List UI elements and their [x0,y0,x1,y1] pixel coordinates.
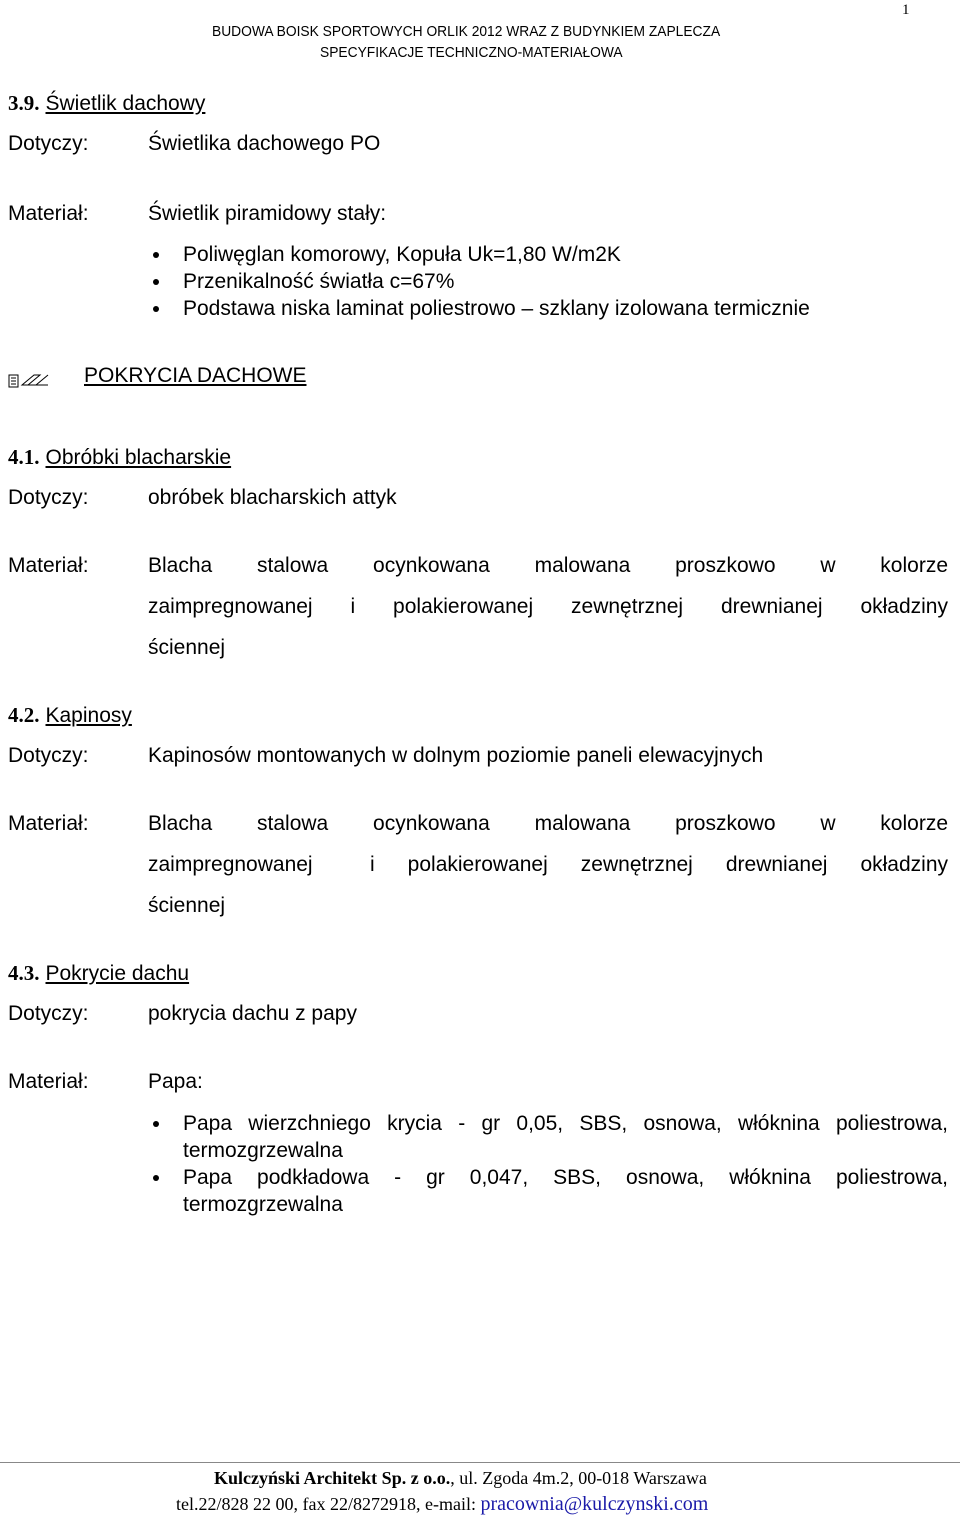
dotyczy-value: obróbek blacharskich attyk [148,486,397,509]
dotyczy-value: pokrycia dachu z papy [148,1002,357,1025]
section-title: Obróbki blacharskie [45,446,232,469]
list-item: Papa podkładowa - gr 0,047, SBS, osnowa, włóknina poliestrowa, termozgrzewalna [148,1164,948,1218]
dotyczy-label: Dotyczy: [8,744,89,767]
header-project-title: BUDOWA BOISK SPORTOWYCH ORLIK 2012 WRAZ Z BUDYNKIEM ZAPLECZA [212,23,721,40]
material-label: Materiał: [8,1070,89,1093]
dotyczy-label: Dotyczy: [8,132,89,155]
page-number: 1 [902,2,910,18]
dotyczy-label: Dotyczy: [8,1002,89,1025]
dotyczy-value: Kapinosów montowanych w dolnym poziomie paneli elewacyjnych [148,744,764,767]
material-line: Blacha stalowa ocynkowana malowana proszkowo w kolorze [148,812,948,835]
section-number: 4.2. [8,703,40,727]
section-3-9-heading [8,91,205,116]
document-icon [8,371,50,389]
dotyczy-value: Świetlika dachowego PO [148,132,381,155]
footer-divider [0,1462,960,1463]
footer-company: Kulczyński Architekt Sp. z o.o. [214,1468,451,1488]
roofing-spec-list [148,1110,948,1218]
section-number: 4.1. [8,445,40,469]
footer-address: , ul. Zgoda 4m.2, 00-018 Warszawa [450,1468,707,1488]
section-4-3-heading [8,961,189,986]
list-item: Przenikalność światła c=67% [148,268,948,295]
section-title: Pokrycie dachu [45,962,190,985]
material-label: Materiał: [8,202,89,225]
list-item: Podstawa niska laminat poliestrowo – szklany izolowana termicznie [148,295,948,322]
section-4-2-heading [8,703,132,728]
material-value: Świetlik piramidowy stały: [148,202,387,225]
skylight-spec-list [148,241,948,322]
section-number: 3.9. [8,91,40,115]
section-title: Kapinosy [45,704,132,727]
material-line: zaimpregnowanej i polakierowanej zewnętrznej drewnianej okładziny [148,595,948,618]
dotyczy-label: Dotyczy: [8,486,89,509]
chapter-title: POKRYCIA DACHOWE [84,364,307,387]
material-line: ściennej [148,636,226,659]
section-title: Świetlik dachowy [45,92,206,115]
footer-contact-line [176,1493,708,1516]
footer-email-link[interactable]: pracownia@kulczynski.com [480,1493,709,1515]
material-line: i polakierowanej zewnętrznej drewnianej okładziny [370,853,948,876]
section-4-1-heading [8,445,231,470]
material-line: Blacha stalowa ocynkowana malowana proszkowo w kolorze [148,554,948,577]
list-item: Poliwęglan komorowy, Kopuła Uk=1,80 W/m2K [148,241,948,268]
material-line: zaimpregnowanej [148,853,313,876]
material-value: Papa: [148,1070,203,1093]
material-label: Materiał: [8,812,89,835]
list-item: Papa wierzchniego krycia - gr 0,05, SBS, osnowa, włóknina poliestrowa, termozgrzewalna [148,1110,948,1164]
footer-company-line [214,1468,707,1489]
footer-contact: tel.22/828 22 00, fax 22/8272918, e-mail: [176,1494,481,1514]
material-line: ściennej [148,894,226,917]
section-number: 4.3. [8,961,40,985]
material-label: Materiał: [8,554,89,577]
header-document-title: SPECYFIKACJE TECHNICZNO-MATERIAŁOWA [320,44,623,61]
